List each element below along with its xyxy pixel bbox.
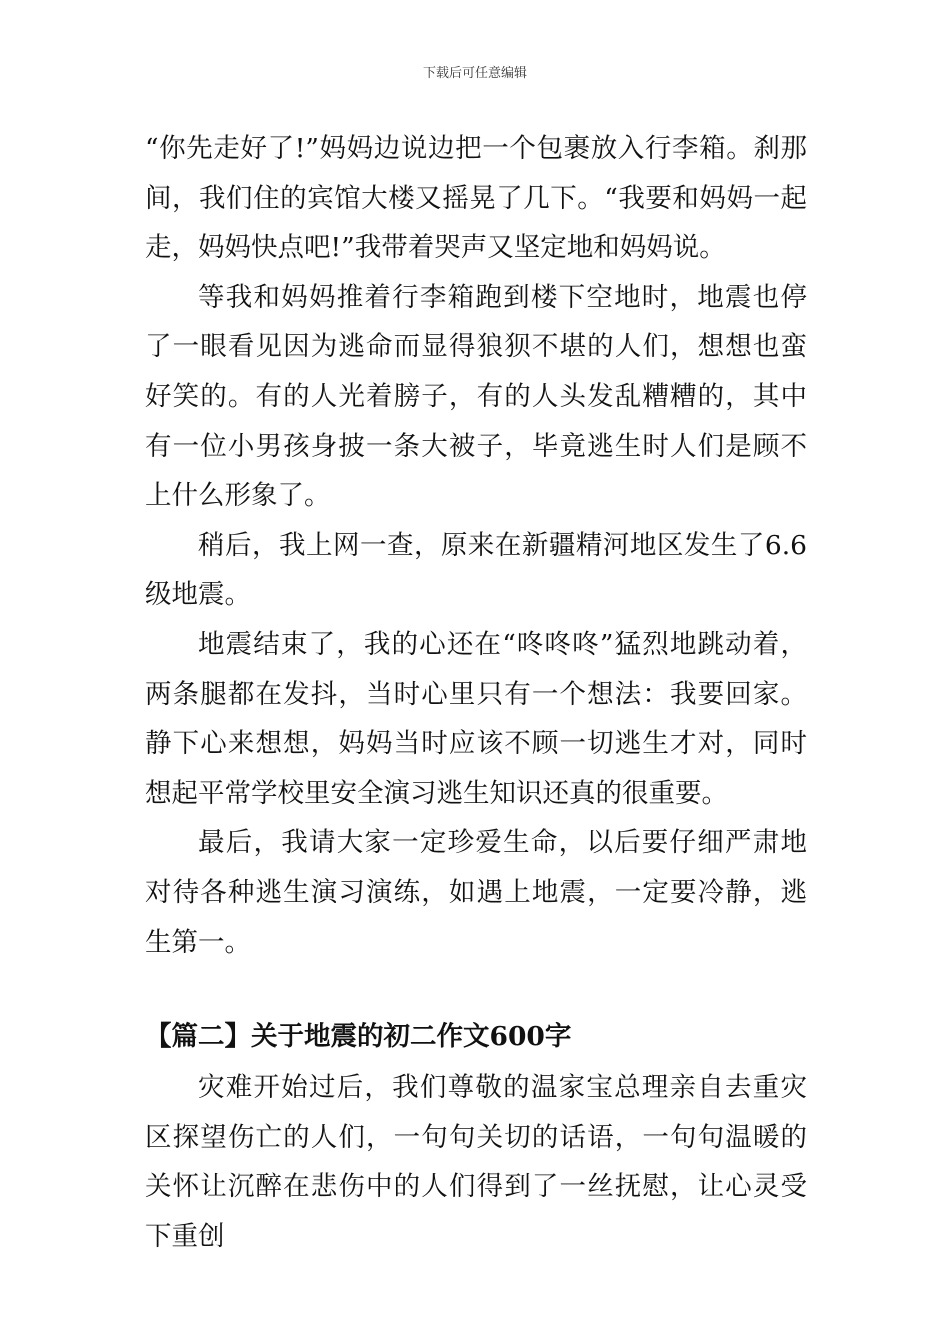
section-title: 【篇二】关于地震的初二作文600字 <box>145 1021 572 1053</box>
paragraph: 最后，我请大家一定珍爱生命，以后要仔细严肃地对待各种逃生演习演练，如遇上地震，一定要冷静，逃生第一。 <box>145 827 807 958</box>
paragraph: “你先走好了!”妈妈边说边把一个包裹放入行李箱。刹那间，我们住的宾馆大楼又摇晃了几下。“我要和妈妈一起走，妈妈快点吧!”我带着哭声又坚定地和妈妈说。 <box>145 133 807 264</box>
paragraph: 灾难开始过后，我们尊敬的温家宝总理亲自去重灾区探望伤亡的人们，一句句关切的话语，一句句温暖的关怀让沉醉在悲伤中的人们得到了一丝抚慰，让心灵受下重创 <box>145 1072 807 1252</box>
paragraph: 等我和妈妈推着行李箱跑到楼下空地时，地震也停了一眼看见因为逃命而显得狼狈不堪的人们，想想也蛮好笑的。有的人光着膀子，有的人头发乱糟糟的，其中有一位小男孩身披一条大被子，毕竟逃生时人们是顾不上什么形象了。 <box>145 281 807 512</box>
paragraph: 地震结束了，我的心还在“咚咚咚”猛烈地跳动着，两条腿都在发抖，当时心里只有一个想法：我要回家。静下心来想想，妈妈当时应该不顾一切逃生才对，同时想起平常学校里安全演习逃生知识还真的很重要。 <box>145 628 807 809</box>
paragraph: 稍后，我上网一查，原来在新疆精河地区发生了6.6级地震。 <box>145 529 807 611</box>
page-header-note: 下载后可任意编辑 <box>422 66 527 81</box>
document-body <box>145 124 807 1261</box>
